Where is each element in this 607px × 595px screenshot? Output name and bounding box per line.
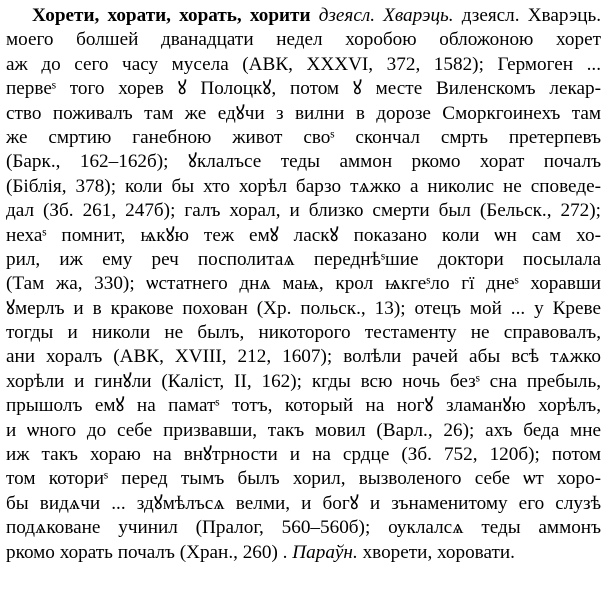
text-segment: тогды и николи не былъ, никоторого тестаменту не справовалъ, — [6, 322, 601, 344]
entry-line — [6, 370, 601, 394]
text-segment: Параўн. — [292, 541, 358, 563]
text-segment: подѧковане учинил (Пралог, 560–560б); оуклалсѧ теды аммонъ — [6, 517, 601, 539]
text-segment: ˢ — [104, 468, 109, 490]
headword: Хорети, хорати, хорать, хорити — [32, 5, 311, 26]
text-segment: и ѡного до себе призвавши, такъ мовил (Варл., 26); ахъ беда мне — [6, 419, 601, 441]
text-segment: же смртию ганебною живот сво — [6, 126, 331, 148]
text-segment: помнит, ѩкꙋю теж емꙋ ласкꙋ показано коли ѡн сам хо- — [46, 224, 601, 246]
text-segment: ркомо хорать почалъ (Хран., 260) . — [6, 541, 293, 563]
entry-line — [6, 541, 601, 565]
entry-line — [6, 199, 601, 223]
entry-line — [6, 321, 601, 345]
entry-line — [6, 345, 601, 369]
text-segment: ˢ — [380, 248, 386, 270]
text-segment: скончал смрть претерпевъ — [334, 126, 601, 148]
text-segment: ство поживалъ там же едꙋчи з вилни в дорозе Сморкгоинехъ там — [6, 102, 601, 124]
text-segment: сна пребыль, — [479, 370, 601, 392]
text-segment: ани хоралъ (АВК, XVIII, 212, 1607); волѣли рачей абы всѣ тѧжко — [6, 346, 601, 368]
entry-line — [6, 224, 601, 248]
text-segment: ˢ — [330, 126, 335, 148]
entry-line — [6, 77, 601, 101]
text-segment: ло гї дне — [430, 273, 515, 295]
entry-line — [6, 28, 601, 52]
text-segment: (Біблія, 378); коли бы хто хорѣл барзо тѧжко а николис не споведе- — [6, 175, 601, 197]
entry-line — [6, 102, 601, 126]
text-segment: ˢ — [514, 273, 519, 295]
text-segment: хворети, хоровати. — [357, 541, 515, 563]
entry-line — [6, 394, 601, 418]
entry-line — [6, 4, 601, 28]
text-segment: (Барк., 162–162б); ꙋклалъсе теды аммон ркомо хорат почалъ — [6, 151, 601, 173]
text-segment: ˢ — [42, 224, 47, 246]
text-segment: рил, иж ему реч посполитаѧ переднѣ — [6, 248, 381, 270]
text-segment: ˢ — [426, 273, 431, 295]
entry-line — [6, 53, 601, 77]
text-segment: неха — [6, 224, 43, 246]
entry-line — [6, 492, 601, 516]
text-segment: том котори — [6, 468, 104, 490]
text-segment: перед тымъ былъ хорил, вызволеного себе ѡт хоро- — [108, 468, 601, 490]
text-segment: перве — [6, 78, 52, 100]
text-segment: хоравши — [518, 273, 601, 295]
text-segment: ˢ — [475, 370, 480, 392]
entry-body — [6, 28, 601, 565]
entry-line — [6, 175, 601, 199]
entry-line — [6, 248, 601, 272]
entry-line — [6, 150, 601, 174]
entry-line — [6, 272, 601, 296]
text-segment: дзеясл. Хварэць. — [461, 5, 601, 26]
text-segment: ˢ — [215, 395, 220, 417]
text-segment: бы видѧчи ... здꙋмѣлъсѧ велми, и богꙋ и зънаменитому его слузѣ — [6, 492, 601, 514]
grammar-note: дзеясл. Хварэць. — [318, 5, 454, 26]
text-segment: ꙋмерлъ и в кракове похован (Хр. польск., 13); отецъ мой ... у Креве — [6, 297, 601, 319]
text-segment: моего болшей дванадцати недел хоробою обложоною хорет — [6, 29, 601, 51]
text-segment: шие доктори посылала — [385, 248, 601, 270]
text-segment: хорѣли и гинꙋли (Каліст, II, 162); кгды всю ночь без — [6, 370, 476, 392]
text-segment: ˢ — [51, 78, 56, 100]
entry-line — [6, 443, 601, 467]
text-segment: аж до сего часу мусела (АВК, XXXVI, 372, 1582); Гермоген ... — [6, 53, 601, 75]
text-segment: тотъ, который на ногꙋ зламанꙋю хорѣлъ, — [219, 395, 601, 417]
text-segment: того хорев ꙋ Полоцкꙋ, потом ꙋ месте Виленскомъ лекар- — [55, 78, 601, 100]
text-segment: прышолъ емꙋ на памат — [6, 395, 216, 417]
entry-line — [6, 516, 601, 540]
entry-line — [6, 467, 601, 491]
text-segment: иж такъ хораю на внꙋтрности и на срдце (Зб. 752, 120б); потом — [6, 444, 601, 466]
entry-line — [6, 419, 601, 443]
text-segment: дал (Зб. 261, 247б); галъ хорал, и близко смерти был (Бельск., 272); — [6, 200, 601, 222]
entry-line — [6, 126, 601, 150]
entry-line — [6, 297, 601, 321]
text-segment: (Там жа, 330); ѡстатнего днѧ маѩ, крол ѩкге — [6, 273, 427, 295]
